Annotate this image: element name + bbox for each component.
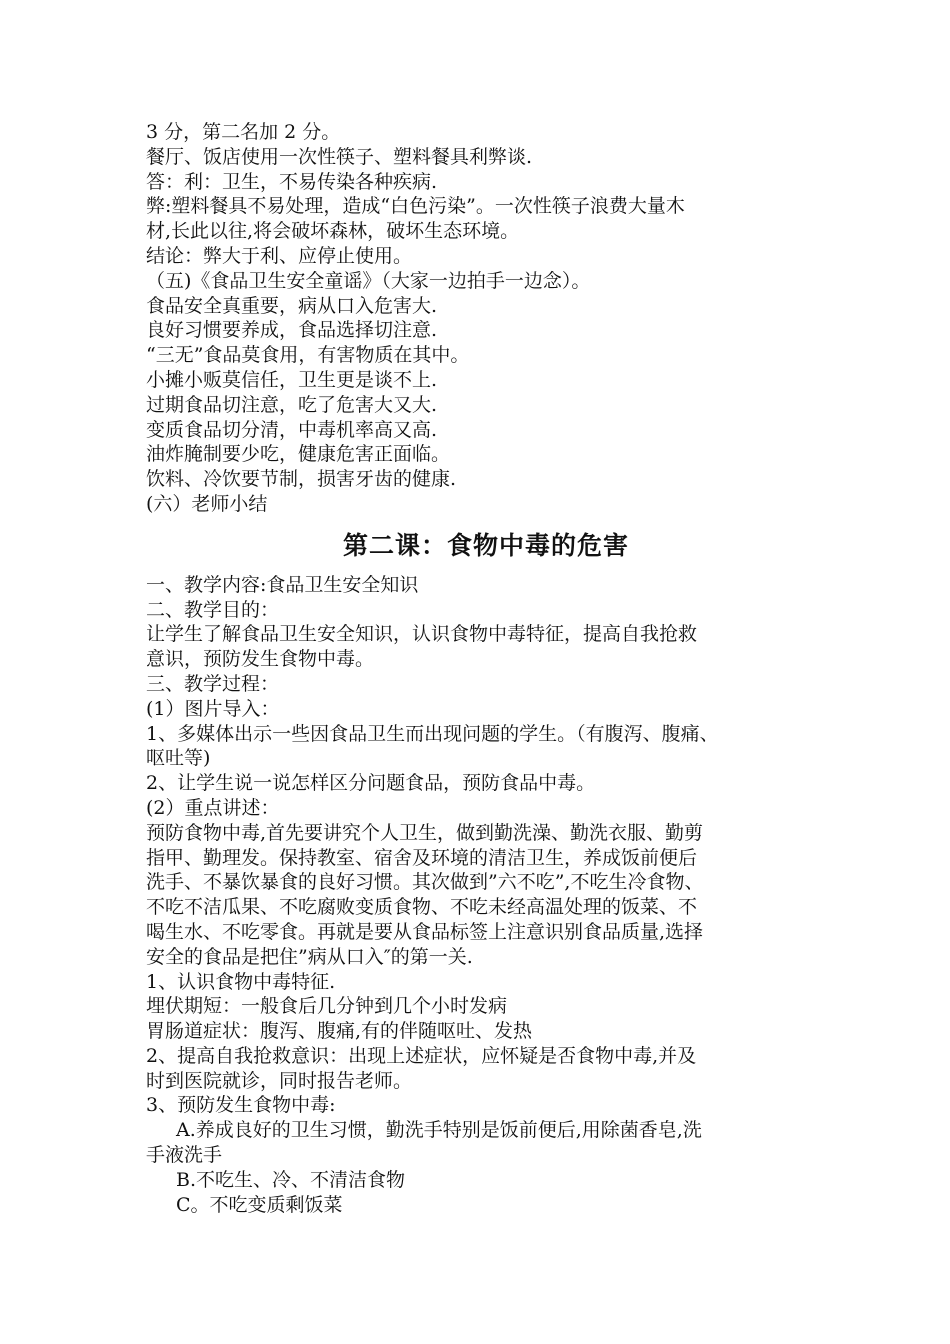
- text-line: 意识，预防发生食物中毒。: [146, 648, 375, 671]
- text-line: 一、教学内容:食品卫生安全知识: [146, 573, 419, 596]
- list-item-line: C。不吃变质剩饭菜: [176, 1193, 343, 1216]
- text-line: (2）重点讲述：: [146, 796, 280, 819]
- section-activity-continuation: [146, 120, 826, 517]
- text-line: 弊:塑料餐具不易处理，造成“白色污染”。一次性筷子浪费大量木: [146, 195, 685, 218]
- list-item-line: B.不吃生、冷、不清洁食物: [176, 1168, 406, 1191]
- text-line: 让学生了解食品卫生安全知识，认识食物中毒特征，提高自我抢救: [146, 623, 698, 646]
- text-line: 3、预防发生食物中毒:: [146, 1094, 336, 1117]
- text-line: 答：利：卫生，不易传染各种疾病.: [146, 170, 438, 193]
- document-page: [146, 120, 826, 1217]
- text-line: 结论：弊大于利、应停止使用。: [146, 244, 413, 267]
- rhyme-line: 小摊小贩莫信任，卫生更是谈不上.: [146, 368, 438, 391]
- text-line: 喝生水、不吃零食。再就是要从食品标签上注意识别食品质量,选择: [146, 920, 704, 943]
- text-line: 不吃不洁瓜果、不吃腐败变质食物、不吃未经高温处理的饭菜、不: [146, 896, 698, 919]
- text-line: 材,长此以往,将会破坏森林，破坏生态环境。: [146, 220, 520, 243]
- list-item-line: A.养成良好的卫生习惯，勤洗手特别是饭前便后,用除菌香皂,洗: [176, 1119, 702, 1142]
- text-line: 洗手、不暴饮暴食的良好习惯。其次做到”六不吃”,不吃生冷食物、: [146, 871, 704, 894]
- text-line: 餐厅、饭店使用一次性筷子、塑料餐具利弊谈.: [146, 145, 533, 168]
- text-line: 呕吐等): [146, 747, 211, 770]
- text-line: 1、认识食物中毒特征.: [146, 970, 336, 993]
- rhyme-line: 油炸腌制要少吃，健康危害正面临。: [146, 443, 451, 466]
- text-line: （五)《食品卫生安全童谣》（大家一边拍手一边念）。: [146, 269, 591, 292]
- text-line: 时到医院就诊，同时报告老师。: [146, 1069, 413, 1092]
- text-line: (六）老师小结: [146, 492, 268, 515]
- rhyme-line: 饮料、冷饮要节制，损害牙齿的健康.: [146, 468, 457, 491]
- text-line: 1、多媒体出示一些因食品卫生而出现问题的学生。（有腹泻、腹痛、: [146, 722, 719, 745]
- text-line: 指甲、勤理发。保持教室、宿舍及环境的清洁卫生，养成饭前便后: [146, 846, 698, 869]
- text-line: 胃肠道症状：腹泻、腹痛,有的伴随呕吐、发热: [146, 1020, 533, 1043]
- text-line: 预防食物中毒,首先要讲究个人卫生，做到勤洗澡、勤洗衣服、勤剪: [146, 821, 704, 844]
- text-line: 二、教学目的：: [146, 598, 280, 621]
- text-line: 2、提高自我抢救意识：出现上述症状，应怀疑是否食物中毒,并及: [146, 1044, 697, 1067]
- text-line: (1）图片导入：: [146, 697, 280, 720]
- section-lesson-two: [146, 573, 826, 1218]
- list-item-line: 手液洗手: [146, 1144, 223, 1167]
- text-line: 3 分，第二名加 2 分。: [146, 121, 341, 143]
- rhyme-line: 变质食品切分清，中毒机率高又高.: [146, 418, 438, 441]
- rhyme-line: 食品安全真重要，病从口入危害大.: [146, 294, 438, 317]
- text-line: 三、教学过程：: [146, 672, 280, 695]
- rhyme-line: “三无”食品莫食用，有害物质在其中。: [146, 344, 470, 367]
- lesson-title: 第二课：食物中毒的危害: [342, 530, 629, 560]
- text-line: 2、让学生说一说怎样区分问题食品，预防食品中毒。: [146, 772, 596, 795]
- rhyme-line: 过期食品切注意，吃了危害大又大.: [146, 393, 438, 416]
- rhyme-line: 良好习惯要养成，食品选择切注意.: [146, 319, 438, 342]
- text-line: 安全的食品是把住”病从口入″的第一关.: [146, 945, 473, 968]
- text-line: 埋伏期短：一般食后几分钟到几个小时发病: [146, 995, 508, 1018]
